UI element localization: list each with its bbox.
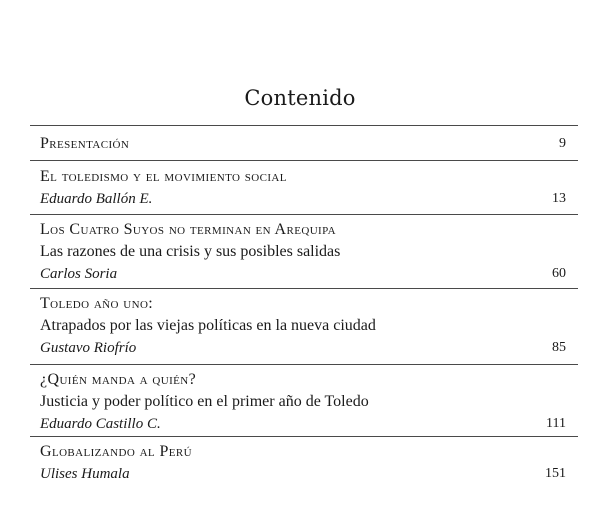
section-divider — [30, 214, 578, 215]
entry-page-number: 111 — [546, 416, 566, 431]
entry-page-number: 60 — [552, 266, 566, 281]
section-divider — [30, 160, 578, 161]
entry-author: Carlos Soria — [40, 266, 118, 282]
entry-subtitle: Atrapados por las viejas políticas en la nueva ciudad — [40, 317, 376, 334]
entry-title: Globalizando al Perú — [40, 443, 192, 460]
entry-title: ¿Quién manda a quién? — [40, 371, 197, 388]
toc-entry-toledo-ano-uno — [40, 293, 566, 359]
entry-subtitle: Las razones de una crisis y sus posibles salidas — [40, 243, 341, 260]
entry-author: Gustavo Riofrío — [40, 340, 137, 356]
section-divider — [30, 364, 578, 365]
section-divider — [30, 125, 578, 126]
entry-page-number: 151 — [545, 466, 566, 481]
page-title: Contenido — [244, 86, 356, 110]
entry-title: Presentación — [40, 135, 130, 152]
toc-entry-presentacion — [40, 133, 566, 155]
toc-entry-quien-manda — [40, 369, 566, 435]
toc-entry-globalizando — [40, 441, 566, 485]
section-divider — [30, 436, 578, 437]
toc-entry-toledismo — [40, 166, 566, 210]
entry-author: Ulises Humala — [40, 466, 130, 482]
entry-author: Eduardo Ballón E. — [40, 191, 153, 207]
entry-title: El toledismo y el movimiento social — [40, 168, 287, 185]
entry-page-number: 85 — [552, 340, 566, 355]
entry-page-number: 13 — [552, 191, 566, 206]
entry-author: Eduardo Castillo C. — [40, 416, 161, 432]
toc-entry-cuatro-suyos — [40, 219, 566, 285]
entry-page-number: 9 — [559, 136, 566, 151]
section-divider — [30, 288, 578, 289]
entry-title: Toledo año uno: — [40, 295, 154, 312]
entry-subtitle: Justicia y poder político en el primer año de Toledo — [40, 393, 369, 410]
entry-title: Los Cuatro Suyos no terminan en Arequipa — [40, 221, 336, 238]
